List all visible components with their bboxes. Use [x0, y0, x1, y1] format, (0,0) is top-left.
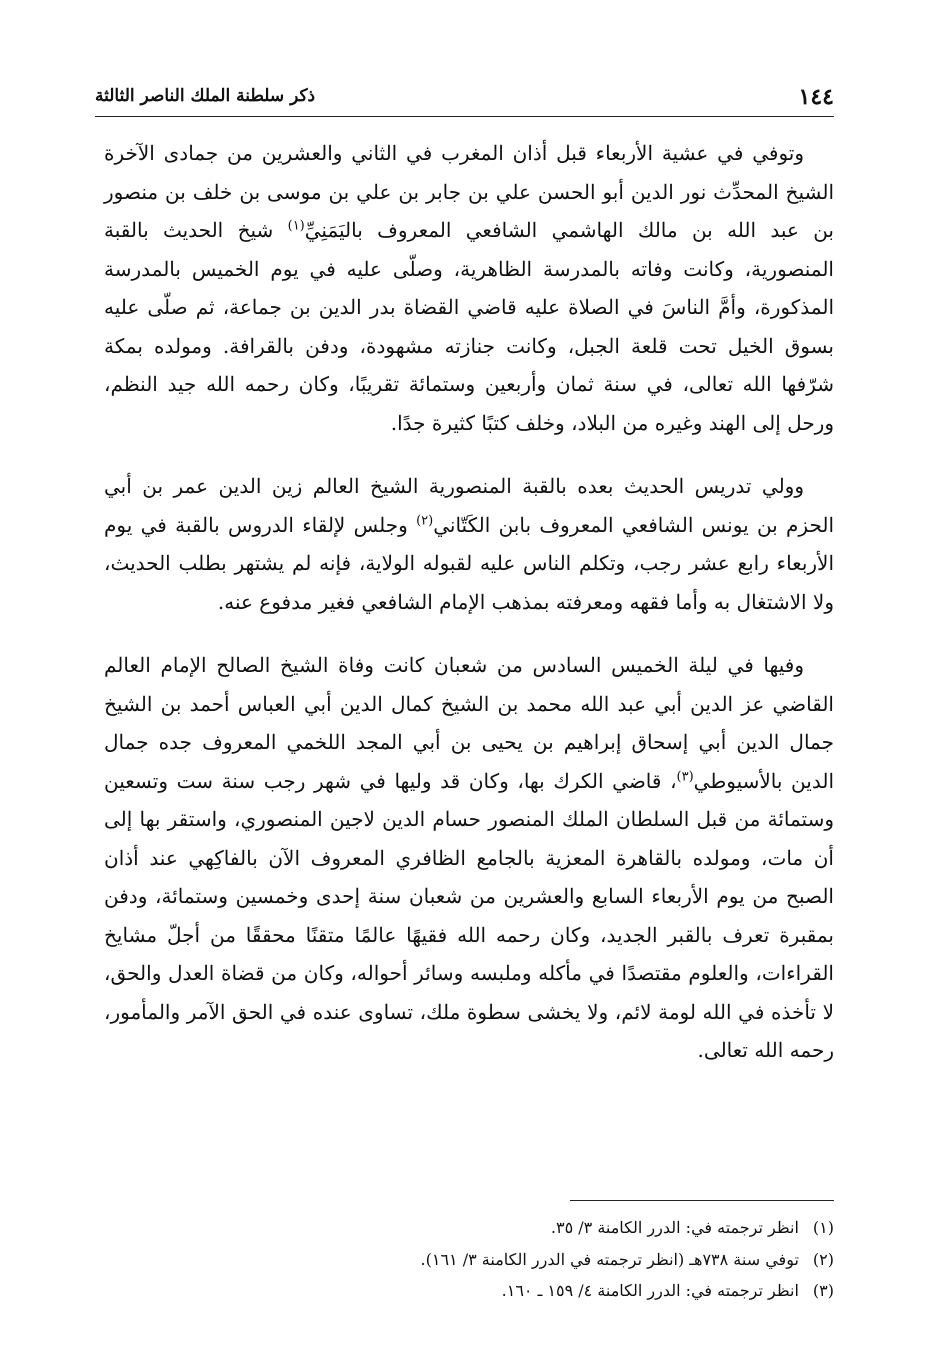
footnote-number: (٣): [812, 1281, 834, 1300]
paragraph-3-text-a: وفيها في ليلة الخميس السادس من شعبان كانت وفاة الشيخ الصالح الإمام العالم القاضي عز الدين أبي عبد الله محمد بن الشيخ كمال الدين أبي العباس أحمد بن الشيخ جمال الدين أبي إسحاق إبراهيم بن يحيى بن أبي المجد اللخمي المعروف جده جمال الدين بالأسيوطي: [104, 653, 834, 793]
footnote-text: انظر ترجمته في: الدرر الكامنة ٤/ ١٥٩ ـ ١٦٠.: [501, 1281, 799, 1300]
main-text: [104, 134, 834, 1070]
paragraph-2-text-a: وولي تدريس الحديث بعده بالقبة المنصورية الشيخ العالم زين الدين عمر بن أبي الحزم بن يونس الشافعي المعروف بابن الكَتّاني: [104, 474, 835, 537]
footnotes: [104, 1212, 834, 1307]
footnote-divider: [570, 1200, 834, 1201]
paragraph-2-text-b: وجلس لإلقاء الدروس بالقبة في يوم الأربعاء رابع عشر رجب، وتكلم الناس عليه لقبوله الولاية، فإنه لم يشتهر بطلب الحديث، ولا الاشتغال به وأما فقهه ومعرفته بمذهب الإمام الشافعي فغير مدفوع عنه.: [104, 512, 835, 614]
paragraph-1: [104, 134, 834, 442]
footnote-number: (١): [812, 1218, 834, 1237]
footnote-number: (٢): [812, 1249, 834, 1269]
footnote-1: [104, 1212, 834, 1244]
running-title: ذكر سلطنة الملك الناصر الثالثة: [95, 86, 316, 106]
paragraph-2: [104, 467, 834, 621]
footnote-text: توفي سنة ٧٣٨هـ (انظر ترجمته في الدرر الكامنة ٣/ ١٦١).: [420, 1249, 799, 1269]
footnote-text: انظر ترجمته في: الدرر الكامنة ٣/ ٣٥.: [550, 1218, 799, 1237]
page-number: ١٤٤: [798, 84, 834, 110]
paragraph-1-text-a: وتوفي في عشية الأربعاء قبل أذان المغرب في الثاني والعشرين من جمادى الآخرة الشيخ المحدِّث نور الدين أبو الحسن علي بن جابر بن علي بن موسى بن خلف بن منصور بن عبد الله بن مالك الهاشمي الشافعي المعروف باليَمَنِيِّ: [104, 141, 834, 242]
running-header: [95, 80, 834, 117]
paragraph-3-text-b: ، قاضي الكرك بها، وكان قد وليها في شهر رجب سنة ست وتسعين وستمائة من قبل السلطان الملك المنصور حسام الدين لاجين المنصوري، واستقر بها إلى أن مات، ومولده بالقاهرة المعزية بالجامع الظافري المعروف الآن بالفاكِهي عند أذان الصبح من يوم الأربعاء السابع والعشرين من شعبان سنة إحدى وخمسين وستمائة، ودفن بمقبرة تعرف بالقبر الجديد، وكان رحمه الله فقيهًا عالمًا متقنًا محققًا من أجلّ مشايخ القراءات، والعلوم مقتصدًا في مأكله وملبسه وسائر أحواله، وكان من قضاة العدل والحق، لا تأخذه في الله لومة لائم، ولا يخشى سطوة ملك، تساوى عنده في الحق الآمر والمأمور، رحمه الله تعالى.: [104, 768, 834, 1062]
paragraph-1-text-b: شيخ الحديث بالقبة المنصورية، وكانت وفاته بالمدرسة الظاهرية، وصلّى عليه في يوم الخميس بالمدرسة المذكورة، وأمَّ الناسَ في الصلاة عليه قاضي القضاة بدر الدين بن جماعة، ثم صلّى عليه بسوق الخيل تحت قلعة الجبل، وكانت جنازته مشهودة، ودفن بالقرافة. ومولده بمكة شرّفها الله تعالى، في سنة ثمان وأربعين وستمائة تقريبًا، وكان رحمه الله جيد النظم، ورحل إلى الهند وغيره من البلاد، وخلف كتبًا كثيرة جدًا.: [104, 218, 834, 435]
footnote-3: [104, 1275, 834, 1307]
paragraph-3: [104, 646, 834, 1070]
footnote-ref-2: (٢): [416, 512, 434, 528]
footnote-ref-3: (٣): [676, 768, 694, 784]
footnote-ref-1: (١): [287, 218, 305, 234]
footnote-2: [104, 1244, 834, 1276]
